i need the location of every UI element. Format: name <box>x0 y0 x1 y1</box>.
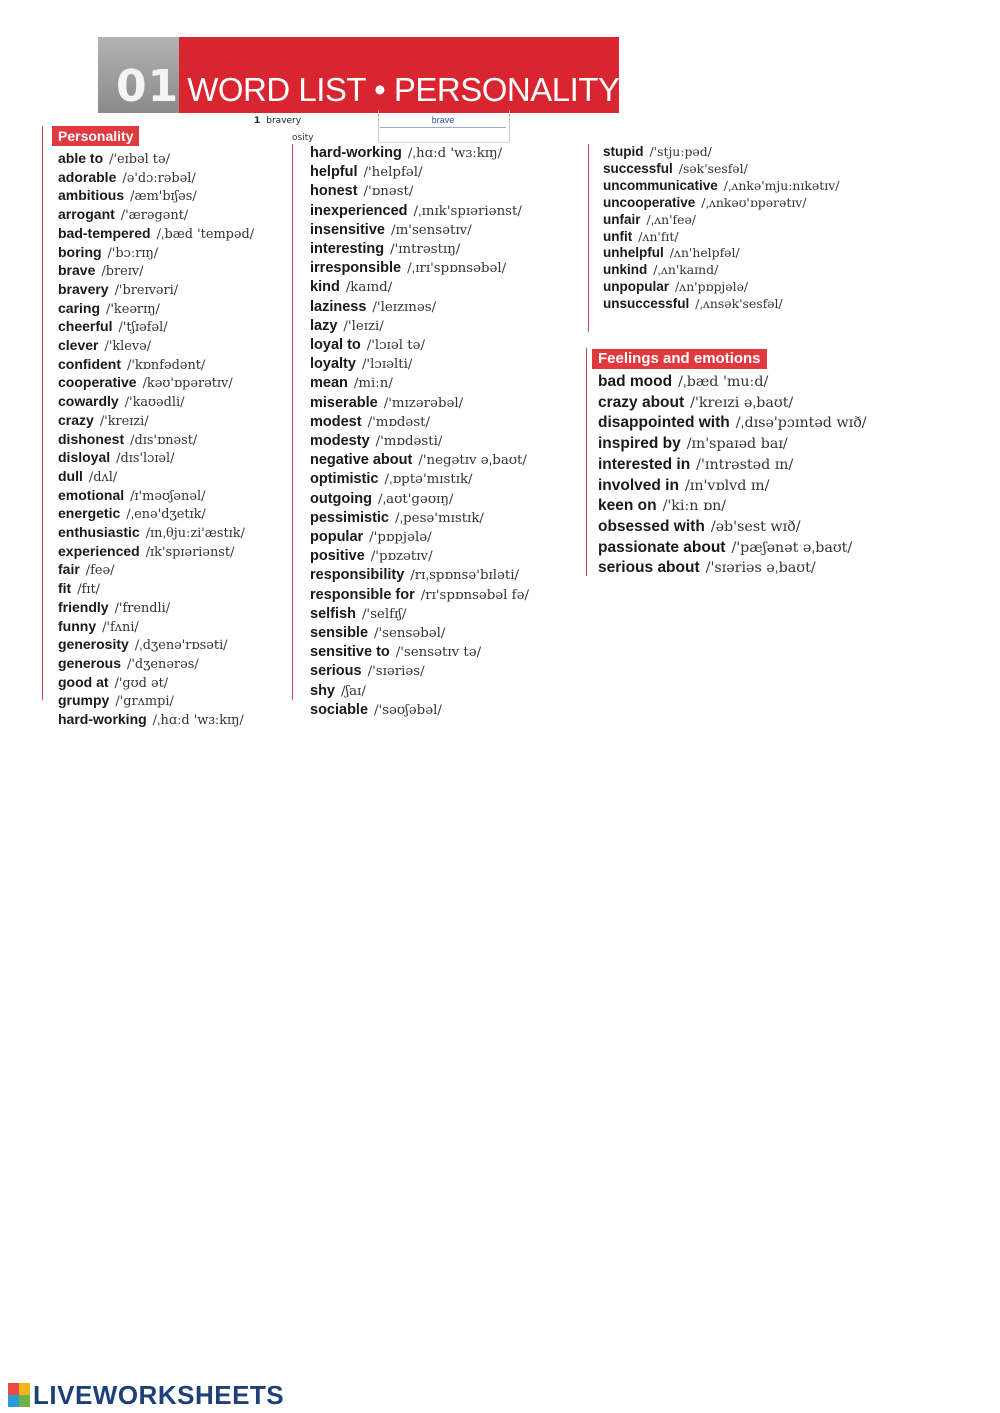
word-entry <box>58 674 254 693</box>
entry-pronunciation: /'keərɪŋ/ <box>106 301 160 317</box>
entry-word: selfish <box>310 605 356 622</box>
entry-word: energetic <box>58 505 121 522</box>
entry-pronunciation: /'lɔɪəl tə/ <box>366 338 426 354</box>
word-list <box>598 372 867 579</box>
entry-pronunciation: /'fʌni/ <box>102 619 139 635</box>
word-entry <box>310 182 529 201</box>
word-entry <box>58 374 254 393</box>
entry-word: able to <box>58 150 104 166</box>
entry-pronunciation: /'eɪbəl tə/ <box>109 152 170 167</box>
entry-pronunciation: /ˌbæd 'tempəd/ <box>156 226 255 242</box>
liveworksheets-logo-icon <box>8 1383 30 1407</box>
entry-pronunciation: /'kaʊədli/ <box>124 395 185 411</box>
entry-pronunciation: /'ærəgənt/ <box>120 208 189 224</box>
entry-pronunciation: /'selfɪʃ/ <box>361 606 407 622</box>
entry-pronunciation: /'ɒnəst/ <box>363 184 414 200</box>
entry-pronunciation: /ˌbæd 'muːd/ <box>678 374 769 390</box>
entry-pronunciation: /feə/ <box>85 563 115 579</box>
word-entry <box>58 543 254 562</box>
entry-word: adorable <box>58 168 117 185</box>
entry-word: disloyal <box>58 449 111 466</box>
entry-pronunciation: /sək'sesfəl/ <box>678 160 748 176</box>
word-entry <box>310 278 529 297</box>
word-entry <box>310 202 529 221</box>
entry-word: positive <box>310 548 365 565</box>
entry-word: serious <box>310 663 362 680</box>
brand-name: LIVEWORKSHEETS <box>33 1379 285 1410</box>
entry-word: insensitive <box>310 221 385 238</box>
word-entry <box>603 212 839 229</box>
word-list <box>310 144 529 720</box>
word-entry <box>310 682 529 701</box>
word-entry <box>310 221 529 240</box>
entry-pronunciation: /'ɪntrəstɪŋ/ <box>390 242 461 258</box>
entry-word: helpful <box>310 164 358 181</box>
word-entry <box>310 240 529 259</box>
entry-pronunciation: /ˌdɪsə'pɔɪntəd wɪð/ <box>735 415 867 432</box>
entry-word: funny <box>58 617 97 634</box>
word-entry <box>58 244 254 263</box>
entry-pronunciation: /ə'dɔːrəbəl/ <box>122 170 196 186</box>
entry-pronunciation: /'breɪvəri/ <box>114 282 179 298</box>
entry-pronunciation: /ɪnˌθjuːzi'æstɪk/ <box>145 526 245 542</box>
entry-pronunciation: /ɪn'vɒlvd ɪn/ <box>684 477 770 494</box>
word-list <box>603 144 839 313</box>
entry-pronunciation: /ˌʌnkə'mjuːnɪkətɪv/ <box>723 177 840 193</box>
word-entry <box>58 468 254 487</box>
entry-word: stupid <box>603 144 644 159</box>
word-entry <box>310 566 529 585</box>
entry-pronunciation: /breɪv/ <box>101 264 144 280</box>
entry-word: friendly <box>58 598 109 615</box>
word-entry <box>58 337 254 356</box>
entry-word: involved in <box>598 476 679 494</box>
word-entry <box>58 225 254 244</box>
entry-pronunciation: /'mɒdəst/ <box>367 414 431 430</box>
word-entry <box>603 296 839 313</box>
entry-word: unhelpful <box>603 245 664 261</box>
entry-pronunciation: /'ɪntrəstəd ɪn/ <box>696 456 794 473</box>
personality-column-3 <box>588 144 839 332</box>
word-entry <box>310 701 529 720</box>
entry-word: mean <box>310 375 348 392</box>
entry-word: interesting <box>310 241 385 258</box>
entry-word: cooperative <box>58 374 137 391</box>
entry-word: bad-tempered <box>58 224 151 241</box>
word-entry <box>310 451 529 470</box>
word-entry <box>603 195 839 212</box>
entry-pronunciation: /'sɪəriəs əˌbaʊt/ <box>705 560 816 577</box>
entry-word: boring <box>58 243 102 260</box>
word-entry <box>58 692 254 711</box>
entry-word: optimistic <box>310 471 379 488</box>
word-entry <box>310 355 529 374</box>
word-entry <box>58 318 254 337</box>
entry-pronunciation: /ʃaɪ/ <box>341 683 366 699</box>
exercise-prompt <box>254 116 301 126</box>
entry-word: loyal to <box>310 337 361 354</box>
entry-pronunciation: /ˌaʊt'gəʊɪŋ/ <box>378 491 454 507</box>
entry-pronunciation: /ˌɒptə'mɪstɪk/ <box>384 472 473 488</box>
entry-pronunciation: /əb'sest wɪð/ <box>710 518 801 535</box>
entry-word: crazy about <box>598 393 685 411</box>
entry-word: generous <box>58 654 122 671</box>
word-entry <box>603 144 839 161</box>
word-entry <box>58 393 254 412</box>
word-entry <box>310 413 529 432</box>
word-entry <box>598 413 867 434</box>
entry-word: unpopular <box>603 279 669 295</box>
entry-pronunciation: /ˌɪnɪk'spɪəriənst/ <box>413 203 522 219</box>
entry-word: emotional <box>58 486 125 503</box>
section-heading-personality: Personality <box>52 126 139 146</box>
entry-pronunciation: /ɪ'məʊʃənəl/ <box>130 488 206 504</box>
word-entry <box>598 476 867 497</box>
word-entry <box>598 558 867 579</box>
word-entry <box>598 393 867 414</box>
entry-pronunciation: /dɪs'lɔɪəl/ <box>116 451 175 467</box>
feelings-column <box>586 348 867 576</box>
entry-pronunciation: /'səʊʃəbəl/ <box>374 702 442 718</box>
word-entry <box>58 711 254 730</box>
word-entry <box>58 187 254 206</box>
entry-pronunciation: /ˌʌnsək'sesfəl/ <box>695 296 783 312</box>
entry-word: bad mood <box>598 373 673 390</box>
entry-pronunciation: /'sɪəriəs/ <box>367 664 425 680</box>
page-title: WORD LIST • PERSONALITY <box>179 37 619 113</box>
entry-word: popular <box>310 529 364 546</box>
entry-word: caring <box>58 299 101 316</box>
entry-word: generosity <box>58 636 129 653</box>
entry-pronunciation: /'sensətɪv tə/ <box>395 645 482 661</box>
entry-pronunciation: /ˌenə'dʒetɪk/ <box>126 507 206 523</box>
word-entry <box>58 169 254 188</box>
entry-word: interested in <box>598 455 691 473</box>
word-entry <box>310 259 529 278</box>
entry-pronunciation: /'grʌmpi/ <box>115 694 174 710</box>
entry-pronunciation: /'kreɪzi/ <box>99 413 149 429</box>
entry-word: brave <box>58 262 96 279</box>
entry-pronunciation: /fɪt/ <box>77 582 100 598</box>
word-entry <box>310 586 529 605</box>
word-entry <box>310 624 529 643</box>
word-entry <box>310 317 529 336</box>
entry-pronunciation: /'frendli/ <box>114 600 171 616</box>
entry-word: kind <box>310 279 340 296</box>
word-entry <box>310 432 529 451</box>
word-entry <box>310 144 529 163</box>
entry-word: hard-working <box>310 145 402 161</box>
footer-brand[interactable] <box>8 1381 284 1409</box>
word-entry <box>603 178 839 195</box>
entry-pronunciation: /'bɔːrɪŋ/ <box>107 245 159 261</box>
entry-pronunciation: /dʌl/ <box>88 469 118 485</box>
word-entry <box>58 262 254 281</box>
word-entry <box>598 455 867 476</box>
word-entry <box>58 356 254 375</box>
word-entry <box>58 655 254 674</box>
word-entry <box>603 262 839 279</box>
entry-pronunciation: /'leɪzi/ <box>343 318 384 334</box>
entry-word: responsibility <box>310 567 405 584</box>
entry-pronunciation: /'kiːn ɒn/ <box>662 498 727 515</box>
entry-word: miserable <box>310 394 378 411</box>
entry-word: modesty <box>310 433 370 450</box>
cropped-fragment: osity <box>292 133 314 143</box>
section-heading-feelings: Feelings and emotions <box>592 349 767 369</box>
entry-pronunciation: /ʌn'pɒpjələ/ <box>675 279 749 295</box>
entry-word: modest <box>310 413 362 430</box>
word-entry <box>310 490 529 509</box>
entry-word: pessimistic <box>310 509 389 526</box>
entry-word: ambitious <box>58 187 125 204</box>
entry-word: serious about <box>598 559 700 577</box>
entry-word: fit <box>58 580 72 597</box>
entry-word: uncooperative <box>603 194 696 210</box>
page-header <box>98 37 618 113</box>
entry-word: fair <box>58 561 80 578</box>
entry-pronunciation: /'tʃɪəfəl/ <box>118 320 168 336</box>
entry-word: sensible <box>310 625 369 642</box>
entry-pronunciation: /'kɒnfədənt/ <box>127 357 206 373</box>
word-entry <box>310 605 529 624</box>
entry-word: disappointed with <box>598 414 730 432</box>
entry-word: enthusiastic <box>58 524 140 541</box>
entry-pronunciation: /ʌn'helpfəl/ <box>669 245 740 261</box>
answer-input[interactable]: brave <box>380 114 506 128</box>
entry-word: responsible for <box>310 586 415 603</box>
entry-pronunciation: /ˌɪrɪ'spɒnsəbəl/ <box>407 261 507 277</box>
word-entry <box>603 279 839 296</box>
entry-pronunciation: /ˌpesə'mɪstɪk/ <box>395 510 484 526</box>
entry-pronunciation: /'stjuːpəd/ <box>649 144 712 159</box>
entry-word: passionate about <box>598 538 726 556</box>
entry-pronunciation: /'leɪzɪnəs/ <box>372 299 437 315</box>
entry-word: inexperienced <box>310 202 408 219</box>
word-entry <box>58 618 254 637</box>
entry-word: experienced <box>58 542 140 559</box>
entry-word: cowardly <box>58 393 119 410</box>
word-entry <box>598 517 867 538</box>
entry-pronunciation: /ˌhɑːd 'wɜːkɪŋ/ <box>152 713 244 729</box>
word-entry <box>603 161 839 178</box>
word-entry <box>310 374 529 393</box>
entry-pronunciation: /ˌhɑːd 'wɜːkɪŋ/ <box>407 146 503 161</box>
entry-pronunciation: /dɪs'ɒnəst/ <box>130 432 198 448</box>
entry-word: unsuccessful <box>603 296 690 312</box>
word-entry <box>58 487 254 506</box>
word-entry <box>58 431 254 450</box>
entry-word: bravery <box>58 280 109 297</box>
word-entry <box>310 509 529 528</box>
word-entry <box>58 150 254 169</box>
entry-word: arrogant <box>58 206 115 223</box>
entry-pronunciation: /'helpfəl/ <box>363 165 423 181</box>
entry-pronunciation: /kaɪnd/ <box>345 280 393 296</box>
entry-word: lazy <box>310 317 338 334</box>
entry-word: uncommunicative <box>603 177 718 193</box>
entry-word: loyalty <box>310 356 356 373</box>
word-entry <box>310 662 529 681</box>
word-entry <box>58 636 254 655</box>
entry-pronunciation: /'mɒdəsti/ <box>375 434 443 450</box>
word-entry <box>310 470 529 489</box>
entry-word: cheerful <box>58 318 113 335</box>
entry-pronunciation: /ˌʌnkəʊ'ɒpərətɪv/ <box>701 194 807 210</box>
word-entry <box>58 300 254 319</box>
entry-word: dishonest <box>58 430 125 447</box>
exercise-word: bravery <box>266 116 302 126</box>
entry-pronunciation: /'kreɪzi əˌbaʊt/ <box>690 394 794 411</box>
word-entry <box>598 434 867 455</box>
entry-word: keen on <box>598 497 657 515</box>
entry-pronunciation: /'mɪzərəbəl/ <box>383 395 464 411</box>
entry-pronunciation: /'pɒzətɪv/ <box>370 549 433 565</box>
word-entry <box>603 245 839 262</box>
word-entry <box>310 336 529 355</box>
word-entry <box>310 394 529 413</box>
entry-pronunciation: /kəʊ'ɒpərətɪv/ <box>142 376 233 392</box>
entry-pronunciation: /'gʊd ət/ <box>114 675 169 691</box>
word-entry <box>58 206 254 225</box>
word-entry <box>598 496 867 517</box>
entry-pronunciation: /ˌdʒenə'rɒsəti/ <box>134 638 228 654</box>
word-entry <box>310 528 529 547</box>
entry-word: dull <box>58 467 83 484</box>
entry-pronunciation: /'klevə/ <box>104 339 152 355</box>
entry-word: inspired by <box>598 435 681 453</box>
entry-pronunciation: /'sensəbəl/ <box>374 626 446 642</box>
word-entry <box>310 298 529 317</box>
entry-pronunciation: /miːn/ <box>353 376 393 392</box>
word-entry <box>58 505 254 524</box>
entry-word: confident <box>58 355 121 372</box>
entry-pronunciation: /ɪn'spaɪəd baɪ/ <box>686 436 788 453</box>
entry-pronunciation: /'negətɪv əˌbaʊt/ <box>418 453 527 469</box>
word-entry <box>598 372 867 393</box>
word-entry <box>58 599 254 618</box>
entry-word: honest <box>310 183 358 200</box>
entry-pronunciation: /rɪˌspɒnsə'bɪləti/ <box>410 568 520 584</box>
entry-word: unfair <box>603 211 641 227</box>
entry-pronunciation: /'dʒenərəs/ <box>127 656 199 672</box>
entry-word: grumpy <box>58 692 110 709</box>
entry-word: hard-working <box>58 711 147 728</box>
personality-column-2 <box>292 144 529 718</box>
entry-pronunciation: /ɪn'sensətɪv/ <box>390 222 472 238</box>
entry-word: good at <box>58 673 109 690</box>
entry-pronunciation: /ɪk'spɪəriənst/ <box>145 544 235 560</box>
word-entry <box>58 524 254 543</box>
entry-word: negative about <box>310 452 413 469</box>
entry-word: shy <box>310 682 335 699</box>
word-entry <box>310 547 529 566</box>
entry-pronunciation: /rɪ'spɒnsəbəl fə/ <box>420 587 529 603</box>
entry-pronunciation: /ˌʌn'feə/ <box>646 211 696 227</box>
word-list <box>58 150 254 730</box>
entry-word: crazy <box>58 411 94 428</box>
entry-pronunciation: /'pæʃənət əˌbaʊt/ <box>731 539 853 556</box>
unit-number: 01 <box>98 37 179 113</box>
entry-pronunciation: /'lɔɪəlti/ <box>361 357 413 373</box>
exercise-number: 1 <box>254 116 261 126</box>
entry-word: laziness <box>310 298 367 315</box>
word-entry <box>310 643 529 662</box>
entry-word: unkind <box>603 262 648 278</box>
entry-pronunciation: /'pɒpjələ/ <box>369 530 432 546</box>
word-entry <box>598 538 867 559</box>
entry-word: clever <box>58 337 99 354</box>
entry-pronunciation: /ˌʌn'kaɪnd/ <box>653 262 719 278</box>
entry-word: successful <box>603 160 673 176</box>
personality-column-1 <box>42 126 255 729</box>
entry-word: sociable <box>310 701 369 718</box>
word-entry <box>58 580 254 599</box>
entry-word: sensitive to <box>310 644 390 661</box>
word-entry <box>58 412 254 431</box>
entry-pronunciation: /æm'bɪʃəs/ <box>130 189 197 205</box>
entry-pronunciation: /ʌn'fɪt/ <box>638 228 679 244</box>
entry-word: unfit <box>603 228 633 244</box>
entry-word: outgoing <box>310 490 373 507</box>
word-entry <box>58 281 254 300</box>
word-entry <box>58 449 254 468</box>
word-entry <box>603 229 839 246</box>
word-entry <box>310 163 529 182</box>
entry-word: irresponsible <box>310 260 402 277</box>
word-entry <box>58 561 254 580</box>
entry-word: obsessed with <box>598 517 705 535</box>
